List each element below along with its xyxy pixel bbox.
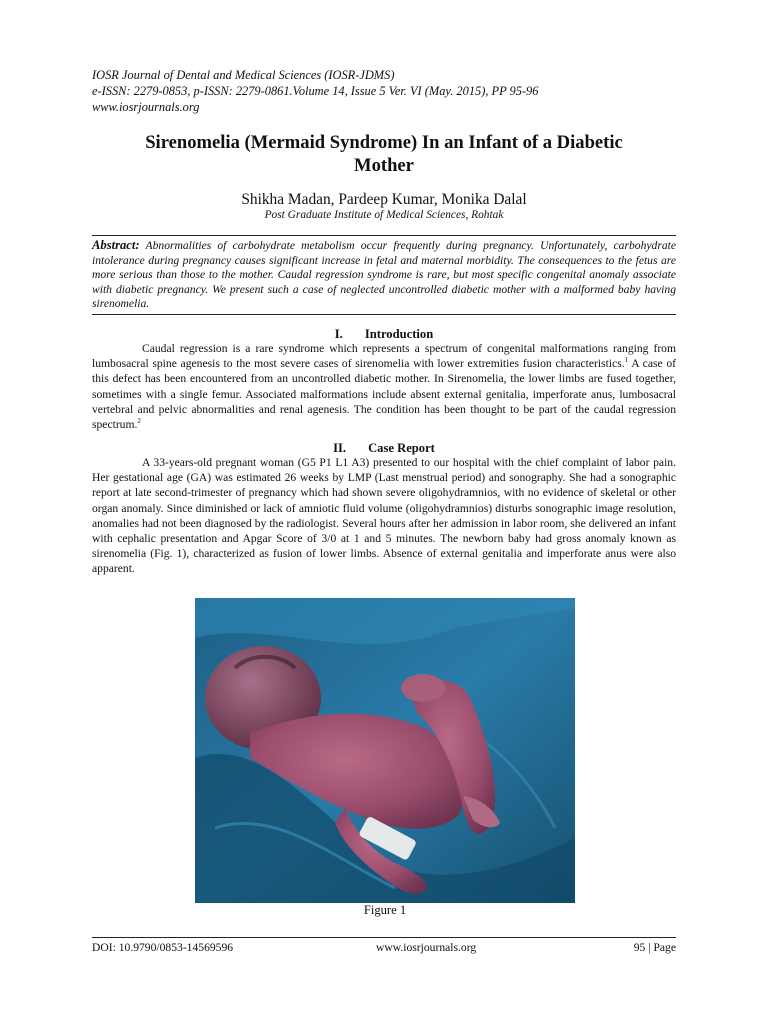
footer-website[interactable]: www.iosrjournals.org	[376, 941, 477, 954]
journal-header	[92, 67, 692, 115]
figure-caption: Figure 1	[363, 903, 407, 917]
paper-title	[92, 131, 676, 177]
case-report-paragraph	[92, 455, 676, 577]
footer-page-number: 95 | Page	[633, 941, 676, 954]
case-report-text: A 33-years-old pregnant woman (G5 P1 L1 A3) presented to our hospital with the chief complaint of labor pain. Her gestational age (GA) was estimated 26 weeks by LMP (Last menstrual period) and sonography. She had a sonographic report at late second-trimester of pregnancy which had shown severe oligohydramnios, with no evidence of skeletal or other organ anomaly. Since diminished or lack of amniotic fluid volume (oligohydramnios) disturbs sonographic image resolution, anomalies had not been diagnosed by the radiologist. Several hours after her admission in labor room, she delivered an infant with cephalic presentation and Apgar Score of 3/0 at 1 and 5 minutes. The newborn baby had gross anomaly known as sirenomelia (Fig. 1), characterized as fusion of lower limbs. Absence of external genitalia and imperforate anus were also apparent.	[92, 456, 676, 576]
affiliation: Post Graduate Institute of Medical Sciences, Rohtak	[264, 209, 504, 221]
reference-2[interactable]: 2	[137, 417, 141, 426]
reference-1[interactable]: 1	[624, 356, 629, 365]
section-heading-case-report	[92, 441, 676, 456]
intro-text-part-2: A case of this defect has been encountered from an uncontrolled diabetic mother. In Sirenomelia, the lower limbs are fused together, sometimes with a single femur. Associated malformations include absent external genitalia, imperforate anus, lumbosacral vertebral and pelvic abnormalities and renal agenesis. The condition has been thought to be part of the caudal regression spectrum.	[92, 357, 676, 432]
section-title: Case Report	[368, 441, 435, 455]
paper-title-line-1: Sirenomelia (Mermaid Syndrome) In an Infant of a Diabetic	[145, 132, 623, 153]
journal-issn: e-ISSN: 2279-0853, p-ISSN: 2279-0861.Volume 14, Issue 5 Ver. VI (May. 2015), PP 95-96	[92, 84, 539, 98]
footer-doi[interactable]: DOI: 10.9790/0853-14569596	[92, 941, 234, 954]
journal-website[interactable]: www.iosrjournals.org	[92, 100, 200, 114]
intro-text-part-1: Caudal regression is a rare syndrome which represents a spectrum of congenital malformations ranging from lumbosacral spine agenesis to the most severe cases of sirenomelia with lower extremities fusion characteristics.	[92, 342, 676, 371]
paper-title-line-2: Mother	[354, 155, 414, 176]
section-number: I.	[334, 327, 343, 341]
abstract-top-rule	[92, 235, 676, 236]
abstract-label: Abstract:	[92, 238, 140, 252]
section-title: Introduction	[364, 327, 434, 341]
authors: Shikha Madan, Pardeep Kumar, Monika Dalal	[241, 191, 527, 208]
section-heading-introduction	[92, 327, 676, 342]
journal-name: IOSR Journal of Dental and Medical Sciences (IOSR-JDMS)	[92, 68, 395, 82]
abstract	[92, 238, 676, 312]
figure-1-photo	[195, 598, 575, 903]
footer-rule	[92, 937, 676, 938]
abstract-bottom-rule	[92, 314, 676, 315]
abstract-text: Abnormalities of carbohydrate metabolism occur frequently during pregnancy. Unfortunately, carbohydrate intolerance during pregnancy causes significant increase in fetal and maternal morbidity. The consequences to the fetus are more serious than those to the mother. Caudal regression syndrome is rare, but most specific congenital anomaly associate with diabetic pregnancy. We present such a case of neglected uncontrolled diabetic mother with a malformed baby having sirenomelia.	[92, 239, 676, 311]
introduction-paragraph	[92, 341, 676, 432]
section-number: II.	[333, 441, 347, 455]
